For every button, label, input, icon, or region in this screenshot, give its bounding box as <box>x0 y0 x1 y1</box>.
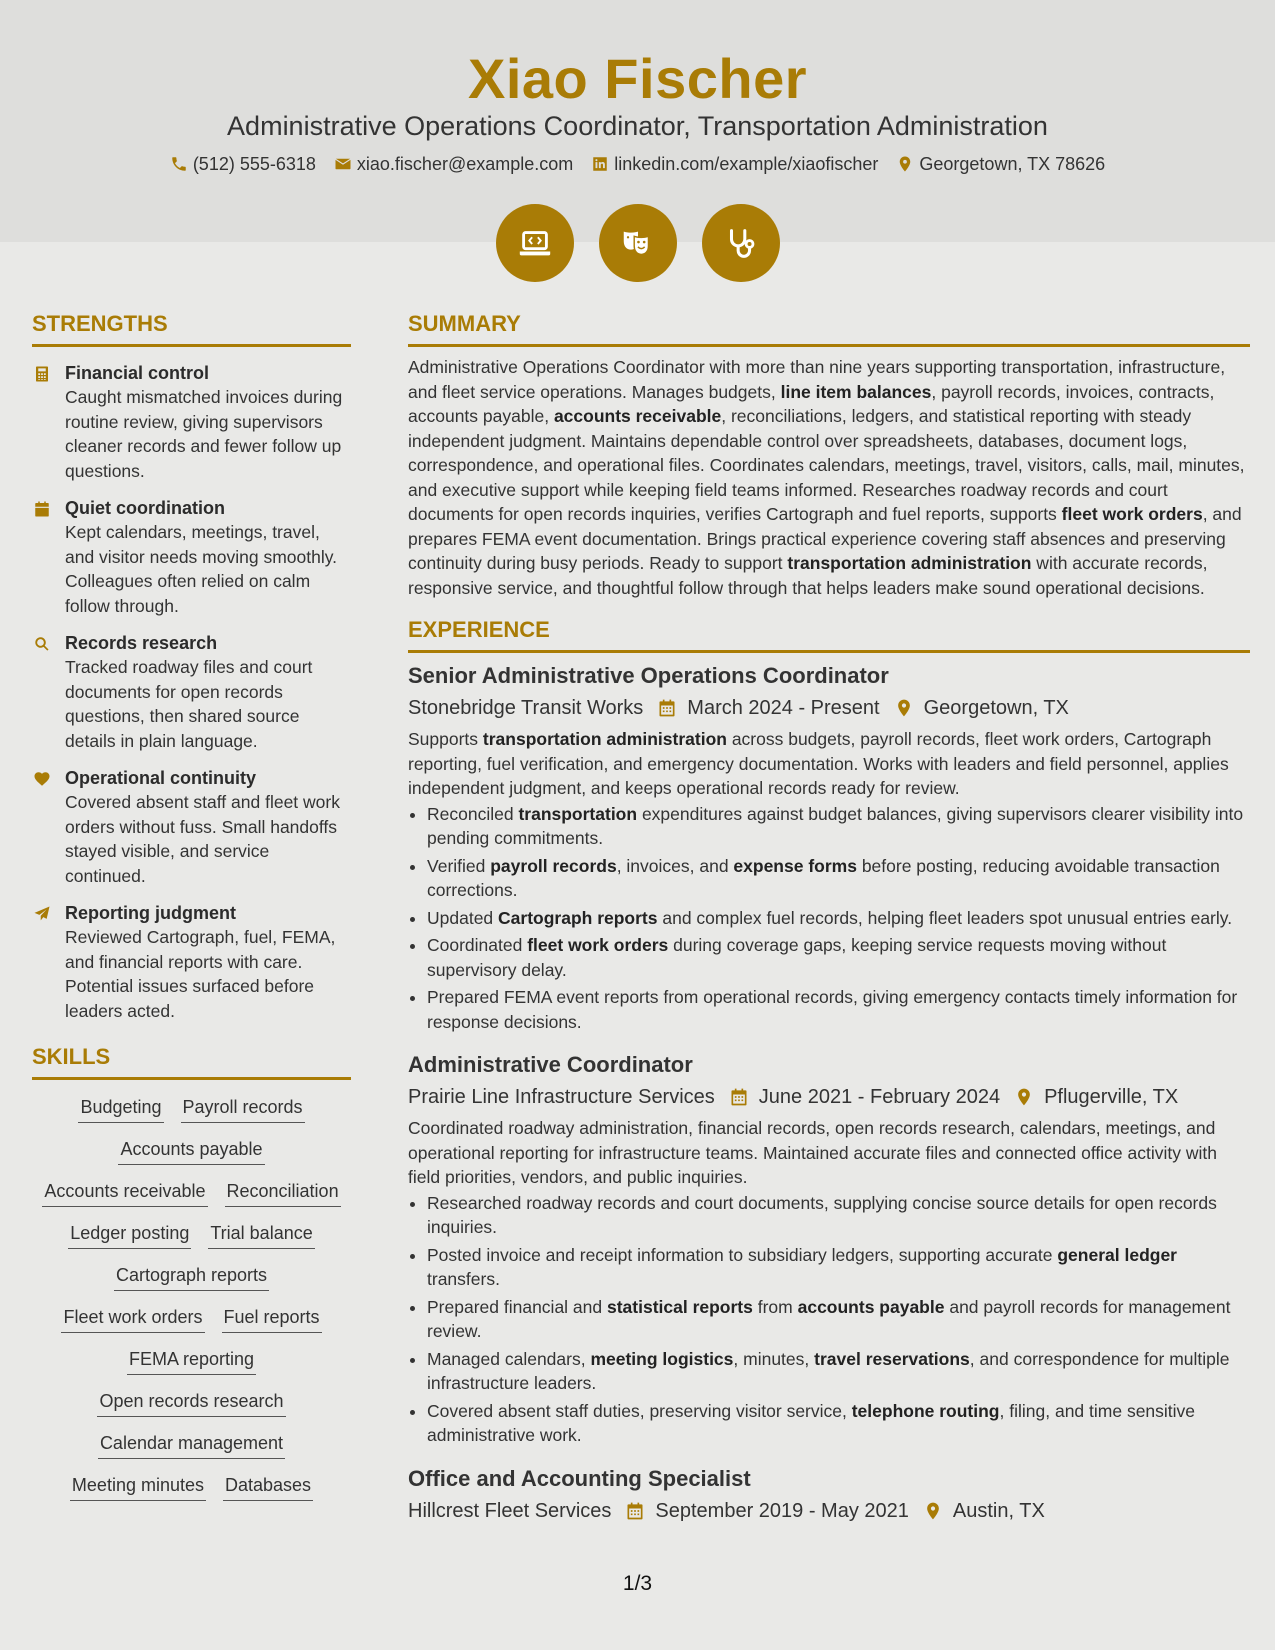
bold-keyword: travel reservations <box>814 1348 970 1369</box>
skill-tag: Trial balance <box>208 1220 314 1249</box>
stethoscope-icon <box>722 224 760 262</box>
job-bullet <box>427 1347 1250 1396</box>
company-name: Stonebridge Transit Works <box>408 697 644 719</box>
text-run: , and correspondence for multiple infrastructure leaders. <box>427 1348 1230 1393</box>
job-bullets <box>408 802 1250 1035</box>
contact-bar <box>0 151 1275 177</box>
strength-desc: Reviewed Cartograph, fuel, FEMA, and financial reports with care. Potential issues surfaced before leaders acted. <box>65 927 336 1021</box>
location-text: Georgetown, TX 78626 <box>919 154 1106 174</box>
email-link[interactable]: xiao.fischer@example.com <box>356 154 574 174</box>
text-run: , reconciliations, ledgers, and statistical reporting with steady independent judgment. Maintains dependable control over spreadsheets, databases, document logs, correspondence, and operational files. Coordinates calendars, meetings, travel, visitors, calls, mail, minutes, and executive support while keeping field teams informed. Researches roadway records and court documents for open records inquiries, verifies Cartograph and fuel reports, supports <box>408 406 1245 524</box>
job-entry <box>408 661 1250 1034</box>
strength-desc: Covered absent staff and fleet work orders without fuss. Small handoffs stayed visible, and service continued. <box>65 792 340 886</box>
skill-tag: FEMA reporting <box>127 1346 256 1375</box>
skill-tag: Cartograph reports <box>114 1262 269 1291</box>
text-run: with accurate records, responsive service, and thoughtful follow through that helps leaders make sound operational decisions. <box>408 553 1208 598</box>
job-meta <box>408 1082 1250 1112</box>
text-run: and payroll records for management review. <box>427 1296 1231 1341</box>
job-title: Senior Administrative Operations Coordinator <box>408 663 889 688</box>
skill-row <box>32 1304 351 1333</box>
skill-row <box>32 1430 351 1459</box>
strength-desc: Caught mismatched invoices during routine review, giving supervisors cleaner records and fewer follow up questions. <box>65 387 343 481</box>
job-entry <box>408 1050 1250 1448</box>
strength-item <box>32 766 351 888</box>
bold-keyword: transportation administration <box>482 729 727 749</box>
linkedin-icon <box>591 155 609 173</box>
company-name: Prairie Line Infrastructure Services <box>408 1086 715 1108</box>
job-intro <box>408 1116 1250 1190</box>
bold-keyword: accounts receivable <box>553 406 722 426</box>
skill-row <box>32 1178 351 1207</box>
map-pin-icon <box>894 698 914 718</box>
interest-badges <box>0 204 1275 282</box>
text-run: Updated <box>427 907 499 928</box>
job-dates: June 2021 - February 2024 <box>758 1086 1001 1108</box>
text-run: Verified <box>427 855 491 876</box>
theater-masks-badge <box>599 204 677 282</box>
text-run: , invoices, and <box>616 855 734 876</box>
skill-row <box>32 1472 351 1501</box>
job-bullet <box>427 906 1250 931</box>
job-intro <box>408 727 1250 801</box>
bold-keyword: transportation <box>518 803 638 824</box>
skill-tag: Payroll records <box>181 1094 305 1123</box>
job-location: Georgetown, TX <box>923 697 1069 719</box>
job-bullet <box>427 802 1250 851</box>
contact-email[interactable] <box>334 151 573 177</box>
text-run: , filing, and time sensitive administrative work. <box>427 1400 1196 1445</box>
text-run: during coverage gaps, keeping service requests moving without supervisory delay. <box>427 935 1167 980</box>
text-run: Prepared financial and <box>427 1296 607 1317</box>
text-run: Coordinated <box>427 935 528 955</box>
text-run: before posting, reducing avoidable transaction corrections. <box>427 855 1220 900</box>
summary-heading: SUMMARY <box>408 310 1250 347</box>
envelope-icon <box>334 155 352 173</box>
contact-linkedin[interactable] <box>591 151 878 177</box>
calendar-icon <box>657 698 677 718</box>
job-location: Pflugerville, TX <box>1044 1086 1179 1108</box>
bold-keyword: payroll records <box>490 855 617 876</box>
text-run: across budgets, payroll records, fleet work orders, Cartograph reporting, fuel verification, and emergency documentation. Works with leaders and field personnel, applies independent judgment, and keeps operational records ready for review. <box>408 729 1229 798</box>
skill-tag: Databases <box>223 1472 313 1501</box>
skill-row <box>32 1136 351 1165</box>
masks-theater-icon <box>619 224 657 262</box>
strength-title: Financial control <box>65 363 210 383</box>
page-number: 1/3 <box>622 1572 653 1595</box>
job-title: Office and Accounting Specialist <box>408 1465 751 1491</box>
text-run: Covered absent staff duties, preserving visitor service, <box>427 1400 852 1421</box>
bold-keyword: expense forms <box>733 855 857 876</box>
job-bullet <box>427 1295 1250 1344</box>
job-location: Austin, TX <box>952 1499 1045 1522</box>
text-run: Posted invoice and receipt information to subsidiary ledgers, supporting accurate <box>427 1244 1058 1265</box>
job-dates: September 2019 - May 2021 <box>655 1499 909 1522</box>
job-bullet <box>427 1399 1250 1448</box>
contact-location <box>896 151 1105 177</box>
experience-list <box>408 661 1250 1526</box>
strength-desc: Kept calendars, meetings, travel, and visitor needs moving smoothly. Colleagues often relied on calm follow through. <box>65 522 338 616</box>
text-run: Supports <box>408 729 483 749</box>
bold-keyword: statistical reports <box>606 1296 753 1317</box>
text-run: Prepared FEMA event reports from operational records, giving emergency contacts timely information for response decisions. <box>427 987 1238 1032</box>
phone-icon <box>170 155 188 173</box>
laptop-code-icon <box>516 224 554 262</box>
skills-heading: SKILLS <box>32 1043 351 1080</box>
job-bullet <box>427 933 1250 982</box>
experience-heading: EXPERIENCE <box>408 616 1250 653</box>
map-pin-icon <box>923 1501 943 1521</box>
bold-keyword: telephone routing <box>851 1400 1000 1421</box>
skill-tag: Meeting minutes <box>70 1472 206 1501</box>
bold-keyword: general ledger <box>1057 1244 1177 1265</box>
skill-tag: Fleet work orders <box>61 1304 204 1333</box>
strengths-heading: STRENGTHS <box>32 310 351 347</box>
company-name: Hillcrest Fleet Services <box>408 1499 612 1522</box>
calendar-icon <box>625 1501 645 1521</box>
strength-desc: Tracked roadway files and court documents for open records questions, then shared source details in plain language. <box>65 657 313 751</box>
strength-title: Records research <box>65 633 218 653</box>
job-bullet <box>427 985 1250 1034</box>
stethoscope-badge <box>702 204 780 282</box>
contact-phone <box>170 151 316 177</box>
bold-keyword: fleet work orders <box>527 935 669 955</box>
strength-item <box>32 901 351 1023</box>
strength-item <box>32 496 351 618</box>
skill-row <box>32 1220 351 1249</box>
skill-row <box>32 1346 351 1375</box>
skill-tag: Reconciliation <box>225 1178 341 1207</box>
strength-item <box>32 361 351 483</box>
text-run: transfers. <box>427 1269 500 1289</box>
strength-item <box>32 631 351 753</box>
skill-tag: Fuel reports <box>222 1304 322 1333</box>
laptop-code-badge <box>496 204 574 282</box>
job-bullet <box>427 854 1250 903</box>
bold-keyword: fleet work orders <box>1061 504 1203 524</box>
text-run: , and prepares FEMA event documentation. Brings practical experience covering staff absences and preserving continuity during busy periods. Ready to support <box>408 504 1242 573</box>
calendar-icon <box>729 1087 749 1107</box>
bold-keyword: line item balances <box>780 381 932 402</box>
skill-tag: Open records research <box>97 1388 285 1417</box>
skill-tag: Ledger posting <box>68 1220 191 1249</box>
bold-keyword: meeting logistics <box>590 1348 734 1369</box>
text-run: and complex fuel records, helping fleet leaders spot unusual entries early. <box>657 907 1233 928</box>
bold-keyword: transportation administration <box>787 553 1032 573</box>
summary-text <box>408 355 1250 600</box>
job-bullet <box>427 1243 1250 1292</box>
skill-tag: Calendar management <box>98 1430 285 1459</box>
text-run: expenditures against budget balances, giving supervisors clearer visibility into pending commitments. <box>427 803 1244 848</box>
job-meta <box>408 1496 1250 1526</box>
job-title: Administrative Coordinator <box>408 1052 693 1077</box>
skill-tag: Accounts receivable <box>42 1178 207 1207</box>
calendar-icon <box>33 500 51 518</box>
candidate-name: Xiao Fischer <box>467 47 808 110</box>
skill-row <box>32 1388 351 1417</box>
job-bullet <box>427 1191 1250 1240</box>
map-pin-icon <box>896 155 914 173</box>
map-pin-icon <box>1014 1087 1034 1107</box>
text-run: Researched roadway records and court documents, supplying concise source details for open records inquiries. <box>427 1192 1217 1237</box>
heart-icon <box>33 770 51 788</box>
text-run: Coordinated roadway administration, financial records, open records research, calendars, meetings, and operational reporting for infrastructure teams. Maintained accurate files and connected office activity with field priorities, vendors, and public inquiries. <box>408 1118 1217 1187</box>
text-run: Reconciled <box>427 803 519 824</box>
bold-keyword: Cartograph reports <box>498 907 658 928</box>
strength-title: Operational continuity <box>65 768 257 788</box>
job-meta <box>408 693 1250 723</box>
calculator-icon <box>33 365 51 383</box>
text-run: , payroll records, invoices, contracts, accounts payable, <box>408 381 1215 426</box>
job-dates: March 2024 - Present <box>687 697 880 719</box>
strength-title: Quiet coordination <box>65 498 225 518</box>
linkedin-link[interactable]: linkedin.com/example/xiaofischer <box>614 154 879 174</box>
strength-title: Reporting judgment <box>65 903 236 923</box>
paper-plane-icon <box>33 905 51 923</box>
skill-row <box>32 1094 351 1123</box>
job-entry <box>408 1464 1250 1526</box>
headline: Administrative Operations Coordinator, Transportation Administration <box>227 111 1048 141</box>
search-icon <box>33 635 51 653</box>
text-run: Administrative Operations Coordinator with more than nine years supporting transportation, infrastructure, and fleet service operations. Manages budgets, <box>408 357 1226 402</box>
skills-list <box>32 1080 351 1501</box>
skill-tag: Budgeting <box>78 1094 163 1123</box>
skill-tag: Accounts payable <box>118 1136 264 1165</box>
job-bullets <box>408 1191 1250 1448</box>
bold-keyword: accounts payable <box>797 1296 945 1317</box>
text-run: , minutes, <box>733 1348 815 1369</box>
phone-text: (512) 555-6318 <box>192 154 316 174</box>
left-column <box>32 310 351 1501</box>
text-run: from <box>752 1296 798 1317</box>
right-column <box>408 310 1250 1530</box>
text-run: Managed calendars, <box>427 1348 591 1369</box>
skill-row <box>32 1262 351 1291</box>
